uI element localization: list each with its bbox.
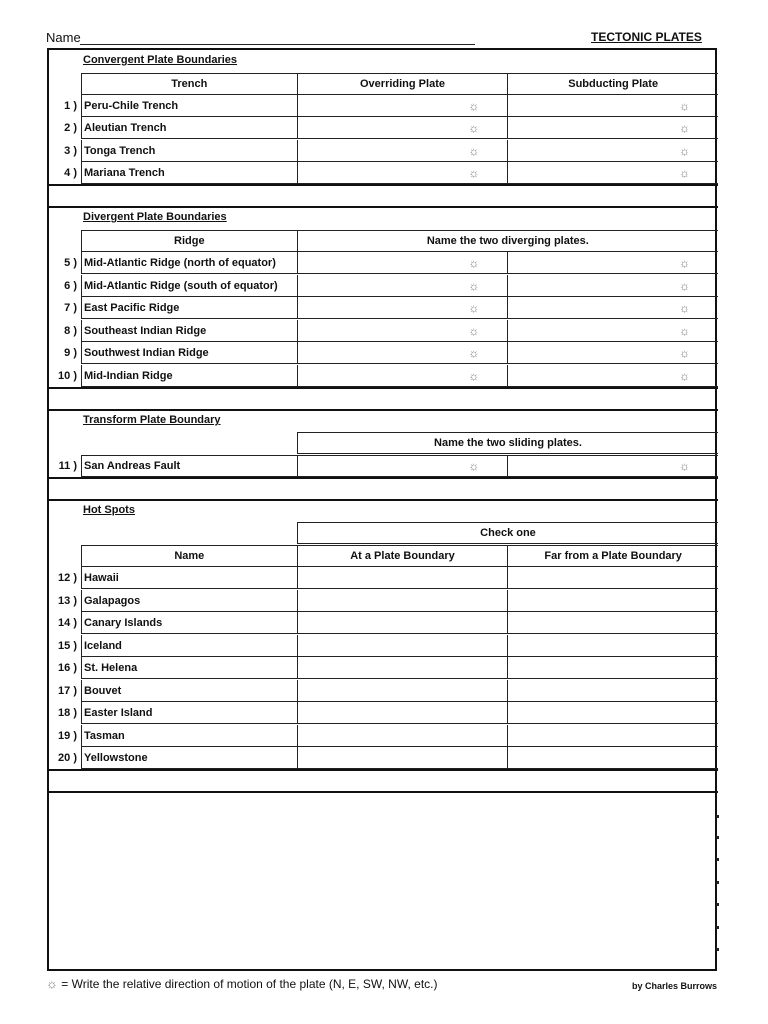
check-cell-far-from-boundary[interactable] (508, 635, 718, 656)
row-number: 14 ) (58, 617, 77, 629)
check-cell-far-from-boundary[interactable] (508, 590, 718, 611)
row-number: 15 ) (58, 640, 77, 652)
answer-cell-plate-2[interactable] (508, 342, 718, 363)
direction-sun-icon: ☼ (679, 345, 690, 360)
direction-sun-icon: ☼ (679, 300, 690, 315)
table-row (81, 747, 718, 769)
column-header-far-from-boundary: Far from a Plate Boundary (544, 550, 682, 562)
ridge-name: Southeast Indian Ridge (82, 320, 298, 341)
hot-spot-name: Iceland (82, 635, 298, 656)
margin-tick (716, 903, 719, 906)
footnote (46, 976, 438, 991)
name-label: Name (46, 30, 81, 45)
row-number: 18 ) (58, 707, 77, 719)
column-header-sliding-plates: Name the two sliding plates. (434, 437, 582, 449)
answer-cell-overriding[interactable] (298, 140, 509, 161)
check-cell-far-from-boundary[interactable] (508, 680, 718, 701)
section-divider (47, 387, 718, 389)
direction-sun-icon: ☼ (468, 368, 480, 383)
row-number: 12 ) (58, 572, 77, 584)
row-number: 5 ) (64, 257, 77, 269)
check-cell-at-boundary[interactable] (298, 725, 509, 746)
worksheet-frame (47, 48, 717, 971)
table-header-row (297, 432, 718, 454)
hot-spot-name: Easter Island (82, 702, 298, 723)
answer-cell-subducting[interactable] (508, 162, 718, 183)
hot-spot-name: Galapagos (82, 590, 298, 611)
section-divider (47, 184, 718, 186)
check-cell-at-boundary[interactable] (298, 680, 509, 701)
column-header-overriding-plate: Overriding Plate (298, 74, 509, 94)
check-cell-far-from-boundary[interactable] (508, 612, 718, 633)
check-cell-far-from-boundary[interactable] (508, 747, 718, 768)
ridge-name: Mid-Indian Ridge (82, 365, 298, 386)
check-cell-at-boundary[interactable] (298, 635, 509, 656)
row-number: 19 ) (58, 730, 77, 742)
ridge-name: Mid-Atlantic Ridge (south of equator) (82, 275, 298, 296)
direction-sun-icon: ☼ (468, 165, 480, 180)
answer-cell-overriding[interactable] (298, 117, 509, 138)
direction-sun-icon: ☼ (679, 98, 690, 113)
section-divider (47, 477, 718, 479)
check-cell-far-from-boundary[interactable] (508, 725, 718, 746)
column-header-at-boundary: At a Plate Boundary (298, 546, 509, 566)
check-cell-at-boundary[interactable] (298, 657, 509, 678)
direction-sun-icon: ☼ (468, 459, 480, 473)
row-number: 3 ) (64, 145, 77, 157)
row-number: 17 ) (58, 685, 77, 697)
row-number: 20 ) (58, 752, 77, 764)
author-credit: by Charles Burrows (632, 981, 718, 991)
table-row (81, 297, 718, 319)
check-cell-at-boundary[interactable] (298, 702, 509, 723)
row-number: 8 ) (64, 325, 77, 337)
answer-cell-subducting[interactable] (508, 140, 718, 161)
section-title-convergent: Convergent Plate Boundaries (83, 54, 238, 66)
section-title-transform: Transform Plate Boundary (83, 414, 221, 426)
trench-name: Aleutian Trench (82, 117, 298, 138)
direction-sun-icon: ☼ (46, 976, 58, 991)
row-number: 16 ) (58, 662, 77, 674)
direction-sun-icon: ☼ (468, 255, 480, 270)
column-header-ridge: Ridge (82, 231, 298, 251)
row-number: 11 ) (58, 460, 77, 472)
table-row (81, 140, 718, 162)
check-cell-far-from-boundary[interactable] (508, 702, 718, 723)
direction-sun-icon: ☼ (468, 98, 480, 113)
row-number: 9 ) (64, 347, 77, 359)
section-title-hot-spots: Hot Spots (83, 504, 135, 516)
answer-cell-plate-2[interactable] (508, 297, 718, 318)
hot-spot-name: St. Helena (82, 657, 298, 678)
trench-name: Mariana Trench (82, 162, 298, 183)
ridge-name: Mid-Atlantic Ridge (north of equator) (82, 252, 298, 273)
margin-tick (716, 926, 719, 929)
fault-name: San Andreas Fault (82, 456, 298, 476)
direction-sun-icon: ☼ (679, 143, 690, 158)
answer-cell-plate-1[interactable] (298, 275, 509, 296)
section-divider (47, 409, 718, 411)
direction-sun-icon: ☼ (679, 368, 690, 383)
answer-cell-plate-1[interactable] (298, 456, 509, 476)
answer-cell-plate-2[interactable] (508, 320, 718, 341)
direction-sun-icon: ☼ (468, 345, 480, 360)
direction-sun-icon: ☼ (679, 323, 690, 338)
hot-spot-name: Canary Islands (82, 612, 298, 633)
margin-tick (716, 858, 719, 861)
hot-spot-name: Hawaii (82, 567, 298, 588)
direction-sun-icon: ☼ (679, 165, 690, 180)
answer-cell-subducting[interactable] (508, 95, 718, 116)
check-cell-far-from-boundary[interactable] (508, 567, 718, 588)
page-title: TECTONIC PLATES (591, 30, 702, 44)
table-row (81, 117, 718, 139)
margin-tick (716, 948, 719, 951)
table-row (81, 635, 718, 657)
direction-sun-icon: ☼ (679, 459, 690, 473)
column-header-subducting-plate: Subducting Plate (568, 78, 659, 90)
row-number: 2 ) (64, 122, 77, 134)
table-row (81, 275, 718, 297)
table-row (81, 725, 718, 747)
answer-cell-plate-2[interactable] (508, 456, 718, 476)
table-row (81, 680, 718, 702)
column-header-check-one: Check one (480, 527, 536, 539)
margin-tick (716, 836, 719, 839)
table-header-row (81, 230, 718, 252)
direction-sun-icon: ☼ (468, 278, 480, 293)
answer-cell-subducting[interactable] (508, 117, 718, 138)
table-row (81, 702, 718, 724)
name-field[interactable] (80, 44, 475, 45)
answer-cell-plate-2[interactable] (508, 365, 718, 386)
table-row (81, 455, 718, 477)
table-row (81, 590, 718, 612)
table-row (81, 320, 718, 342)
hot-spot-name: Yellowstone (82, 747, 298, 768)
row-number: 13 ) (58, 595, 77, 607)
answer-cell-plate-1[interactable] (298, 297, 509, 318)
table-row (81, 342, 718, 364)
column-header-trench: Trench (82, 74, 298, 94)
answer-cell-plate-2[interactable] (508, 275, 718, 296)
check-cell-at-boundary[interactable] (298, 590, 509, 611)
answer-cell-overriding[interactable] (298, 95, 509, 116)
table-header-row (81, 73, 718, 95)
table-row (81, 95, 718, 117)
ridge-name: Southwest Indian Ridge (82, 342, 298, 363)
section-divider (47, 769, 718, 771)
table-row (81, 657, 718, 679)
ridge-name: East Pacific Ridge (82, 297, 298, 318)
answer-cell-overriding[interactable] (298, 162, 509, 183)
table-row (81, 252, 718, 274)
answer-cell-plate-1[interactable] (298, 365, 509, 386)
answer-cell-plate-1[interactable] (298, 252, 509, 273)
check-cell-at-boundary[interactable] (298, 612, 509, 633)
section-title-divergent: Divergent Plate Boundaries (83, 211, 227, 223)
section-divider (47, 206, 718, 208)
row-number: 6 ) (64, 280, 77, 292)
table-group-header-row (297, 522, 718, 544)
direction-sun-icon: ☼ (679, 255, 690, 270)
margin-tick (716, 815, 719, 818)
direction-sun-icon: ☼ (679, 120, 690, 135)
table-row (81, 612, 718, 634)
trench-name: Tonga Trench (82, 140, 298, 161)
table-row (81, 365, 718, 387)
section-divider (47, 791, 718, 793)
table-row (81, 162, 718, 184)
column-header-name: Name (82, 546, 298, 566)
column-header-diverging-plates: Name the two diverging plates. (426, 235, 589, 247)
direction-sun-icon: ☼ (468, 143, 480, 158)
row-number: 10 ) (58, 370, 77, 382)
direction-sun-icon: ☼ (468, 120, 480, 135)
table-row (81, 567, 718, 589)
answer-cell-plate-1[interactable] (298, 342, 509, 363)
hot-spot-name: Bouvet (82, 680, 298, 701)
footnote-text: = Write the relative direction of motion of the plate (N, E, SW, NW, etc.) (57, 977, 438, 991)
answer-cell-plate-1[interactable] (298, 320, 509, 341)
trench-name: Peru-Chile Trench (82, 95, 298, 116)
check-cell-far-from-boundary[interactable] (508, 657, 718, 678)
row-number: 7 ) (64, 302, 77, 314)
check-cell-at-boundary[interactable] (298, 567, 509, 588)
direction-sun-icon: ☼ (468, 323, 480, 338)
section-divider (47, 499, 718, 501)
check-cell-at-boundary[interactable] (298, 747, 509, 768)
row-number: 4 ) (64, 167, 77, 179)
direction-sun-icon: ☼ (679, 278, 690, 293)
table-header-row (81, 545, 718, 567)
row-number: 1 ) (64, 100, 77, 112)
hot-spot-name: Tasman (82, 725, 298, 746)
margin-tick (716, 881, 719, 884)
answer-cell-plate-2[interactable] (508, 252, 718, 273)
direction-sun-icon: ☼ (468, 300, 480, 315)
